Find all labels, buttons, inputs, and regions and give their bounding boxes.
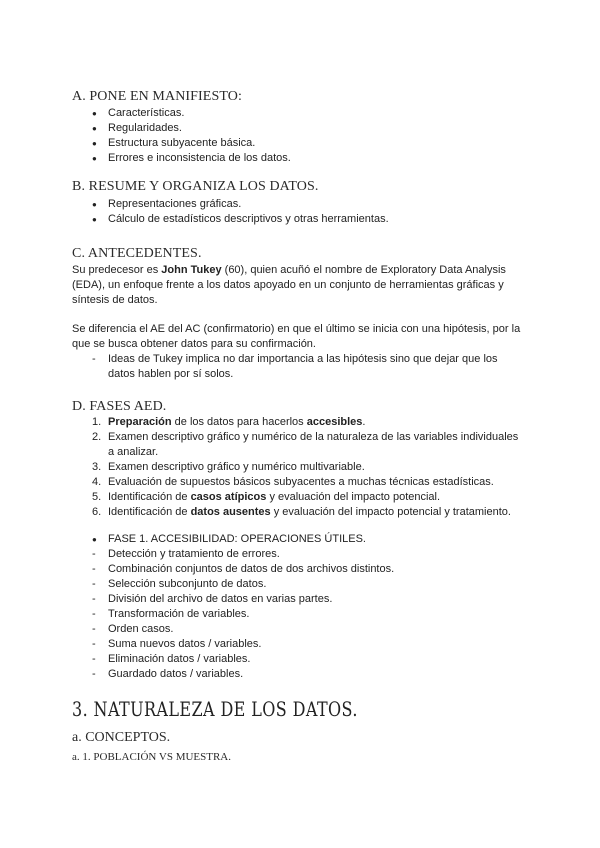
section-a-heading: A. PONE EN MANIFIESTO: [72, 89, 242, 104]
list-item: - Selección subconjunto de datos. [92, 577, 394, 592]
section-c-paragraph-2: Se diferencia el AE del AC (confirmatorio) en que el último se inicia con una hipótesis, por la que se busca obtener datos para su confirmación. [72, 323, 521, 350]
paragraph-bold: John Tukey [161, 264, 222, 276]
section-c-heading: C. ANTECEDENTES. [72, 246, 202, 261]
step-text: Examen descriptivo gráfico y numérico multivariable. [108, 461, 365, 473]
step-number: 3. [92, 461, 102, 473]
section-d-heading: D. FASES AED. [72, 399, 167, 414]
phase-list [92, 532, 366, 547]
step-number: 1. [92, 416, 102, 428]
list-item: ● Estructura subyacente básica. [92, 136, 291, 151]
operations-list [92, 547, 394, 682]
list-item: - Suma nuevos datos / variables. [92, 637, 394, 652]
section-b-list [92, 197, 389, 227]
step-text: . [362, 416, 366, 428]
phase-title: ● FASE 1. ACCESIBILIDAD: OPERACIONES ÚTILES. [92, 532, 366, 547]
list-item: - Detección y tratamiento de errores. [92, 547, 394, 562]
list-item: ● Representaciones gráficas. [92, 197, 389, 212]
list-item: ● Regularidades. [92, 121, 291, 136]
list-item: - Combinación conjuntos de datos de dos archivos distintos. [92, 562, 394, 577]
list-item: - Eliminación datos / variables. [92, 652, 394, 667]
step-bold: Preparación [108, 416, 172, 428]
list-item [92, 475, 522, 490]
step-number: 6. [92, 506, 102, 518]
list-item [92, 490, 522, 505]
list-item: ● Características. [92, 106, 291, 121]
section-a-list [92, 106, 291, 166]
chapter-title: 3. NATURALEZA DE LOS DATOS. [72, 697, 358, 721]
step-text: Examen descriptivo gráfico y numérico de la naturaleza de las variables individuales a analizar. [108, 431, 519, 458]
chapter-subsubheading: a. 1. POBLACIÓN VS MUESTRA. [72, 751, 232, 763]
list-item: - Ideas de Tukey implica no dar importancia a las hipótesis sino que dejar que los datos hablen por sí solos. [92, 352, 512, 382]
list-item: - Transformación de variables. [92, 607, 394, 622]
paragraph-text: (60), quien acuñó el nombre de Exploratory Data Analysis (EDA), un enfoque frente a los datos apoyado en un conjunto de herramientas gráficas y síntesis de datos. [72, 264, 506, 306]
paragraph-text: Su predecesor es [72, 264, 162, 276]
list-item: - Orden casos. [92, 622, 394, 637]
list-item [92, 460, 522, 475]
step-number: 5. [92, 491, 102, 503]
step-text: Identificación de [108, 506, 191, 518]
list-item [92, 430, 522, 460]
step-text: Evaluación de supuestos básicos subyacentes a muchas técnicas estadísticas. [108, 476, 494, 488]
step-bold: datos ausentes [190, 506, 271, 518]
chapter-subheading: a. CONCEPTOS. [72, 730, 171, 745]
list-item: - División del archivo de datos en varias partes. [92, 592, 394, 607]
section-b-heading: B. RESUME Y ORGANIZA LOS DATOS. [72, 179, 319, 194]
list-item: - Guardado datos / variables. [92, 667, 394, 682]
section-d-steps [92, 415, 522, 520]
list-item: ● Errores e inconsistencia de los datos. [92, 151, 291, 166]
step-text: y evaluación del impacto potencial. [266, 491, 441, 503]
section-c-paragraph-1 [72, 263, 532, 308]
step-bold: accesibles [306, 416, 363, 428]
step-text: Identificación de [108, 491, 191, 503]
step-text: y evaluación del impacto potencial y tratamiento. [270, 506, 511, 518]
list-item: ● Cálculo de estadísticos descriptivos y otras herramientas. [92, 212, 389, 227]
list-item [92, 505, 522, 520]
step-number: 2. [92, 431, 102, 443]
step-text: de los datos para hacerlos [171, 416, 307, 428]
step-bold: casos atípicos [190, 491, 267, 503]
step-number: 4. [92, 476, 102, 488]
section-c-dash-list [92, 352, 512, 382]
list-item [92, 415, 522, 430]
